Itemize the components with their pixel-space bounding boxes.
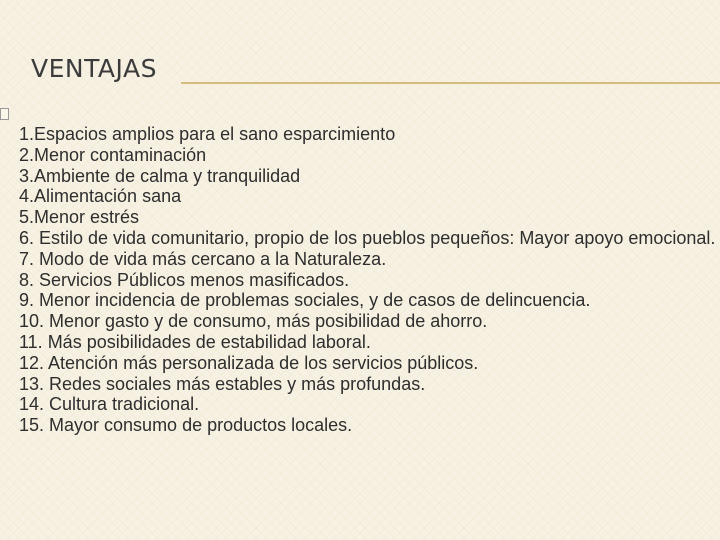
list-item: 11. Más posibilidades de estabilidad laboral. (19, 331, 371, 352)
list-item: 7. Modo de vida más cercano a la Naturaleza. (19, 248, 387, 269)
list-item: 13. Redes sociales más estables y más profundas. (19, 373, 426, 394)
list-item: 4.Alimentación sana (19, 186, 182, 207)
list-item: 12. Atención más personalizada de los servicios públicos. (19, 352, 479, 373)
advantages-list (19, 124, 720, 436)
list-item: 14. Cultura tradicional. (19, 394, 200, 415)
list-item: 15. Mayor consumo de productos locales. (19, 415, 353, 436)
list-item: 10. Menor gasto y de consumo, más posibilidad de ahorro. (19, 311, 488, 332)
list-item: 1.Espacios amplios para el sano esparcimiento (19, 124, 396, 144)
list-item: 5.Menor estrés (19, 207, 140, 228)
title-underline (181, 82, 720, 84)
slide-title: VENTAJAS (31, 54, 157, 83)
list-item: 3.Ambiente de calma y tranquilidad (19, 165, 301, 186)
list-item: 8. Servicios Públicos menos masificados. (19, 269, 350, 290)
list-item: 2.Menor contaminación (19, 144, 207, 165)
list-item: 6. Estilo de vida comunitario, propio de los pueblos pequeños: Mayor apoyo emocional. (19, 227, 716, 248)
bullet-icon (0, 108, 9, 120)
list-item: 9. Menor incidencia de problemas sociales, y de casos de delincuencia. (19, 290, 591, 311)
